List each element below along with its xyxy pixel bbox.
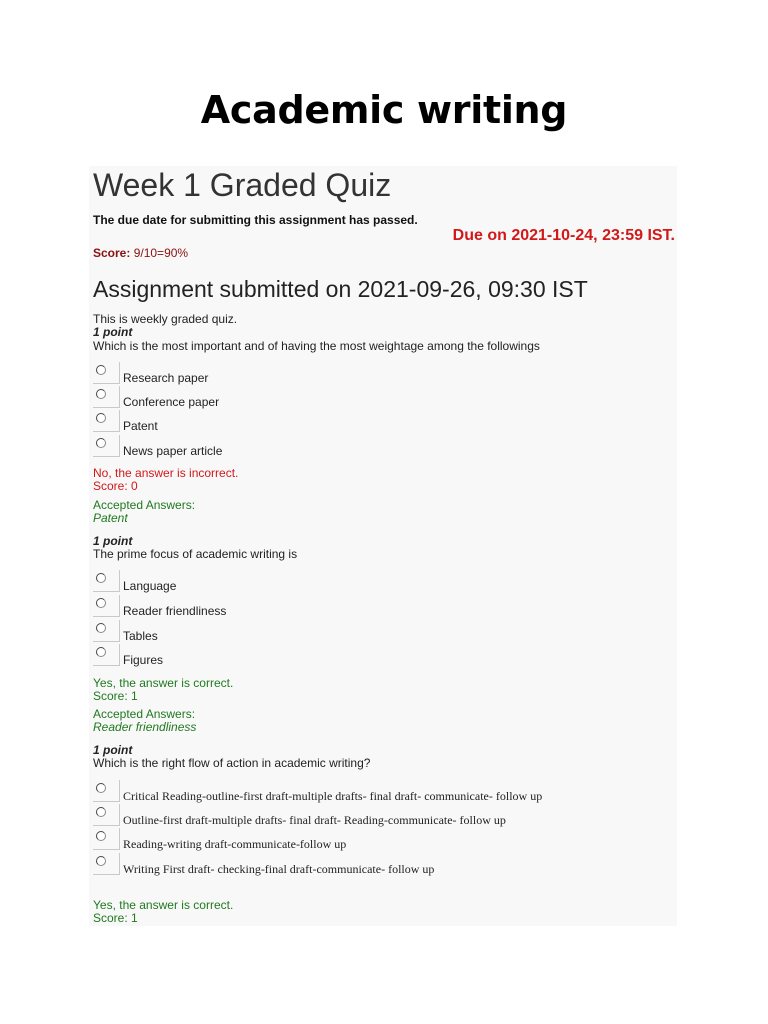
option-label: Figures	[123, 653, 164, 667]
radio-box	[93, 362, 120, 384]
question-3-option-2[interactable]	[93, 804, 653, 828]
radio-button[interactable]	[96, 856, 106, 866]
radio-box	[93, 644, 120, 666]
radio-box	[93, 595, 120, 617]
option-label: Reader friendliness	[123, 604, 227, 618]
submission-heading: Assignment submitted on 2021-09-26, 09:30 IST	[93, 276, 588, 302]
radio-button[interactable]	[96, 573, 106, 583]
radio-button[interactable]	[96, 413, 106, 423]
overall-score	[93, 246, 188, 260]
question-1-option-3[interactable]	[93, 410, 653, 434]
quiz-intro: This is weekly graded quiz.	[93, 312, 238, 326]
question-3-score: Score: 1	[93, 911, 138, 925]
radio-box	[93, 570, 120, 592]
question-3-option-1[interactable]	[93, 780, 653, 804]
question-2-text: The prime focus of academic writing is	[93, 547, 298, 561]
question-3-result: Yes, the answer is correct.	[93, 898, 234, 912]
option-label: Research paper	[123, 371, 209, 385]
question-2-points: 1 point	[93, 534, 133, 548]
question-2-option-3[interactable]	[93, 620, 653, 644]
accepted-answer-text: Patent	[93, 511, 128, 525]
question-3-option-3[interactable]	[93, 828, 653, 852]
radio-button[interactable]	[96, 831, 106, 841]
radio-button[interactable]	[96, 438, 106, 448]
radio-button[interactable]	[96, 389, 106, 399]
question-3-points: 1 point	[93, 743, 133, 757]
question-1-score: Score: 0	[93, 479, 138, 493]
option-label: Critical Reading-outline-first draft-multiple drafts- final draft- communicate- follow up	[123, 789, 543, 803]
option-label: Conference paper	[123, 395, 220, 409]
option-label: Tables	[123, 629, 158, 643]
radio-box	[93, 435, 120, 457]
question-1-text: Which is the most important and of having the most weightage among the followings	[93, 339, 540, 353]
radio-box	[93, 386, 120, 408]
question-1-accepted-answer	[93, 512, 128, 525]
radio-box	[93, 780, 120, 802]
score-value: 9/10=90%	[133, 246, 189, 260]
radio-button[interactable]	[96, 807, 106, 817]
question-2-option-4[interactable]	[93, 644, 653, 668]
question-1-accepted-label: Accepted Answers:	[93, 498, 196, 512]
score-label: Score:	[93, 246, 131, 260]
accepted-answer-text: Reader friendliness	[93, 720, 197, 734]
radio-box	[93, 804, 120, 826]
question-1-option-2[interactable]	[93, 386, 653, 410]
option-label: Outline-first draft-multiple drafts- final draft- Reading-communicate- follow up	[123, 813, 506, 827]
radio-button[interactable]	[96, 365, 106, 375]
radio-box	[93, 853, 120, 875]
document-title: Academic writing	[200, 88, 568, 132]
radio-box	[93, 410, 120, 432]
option-label: Writing First draft- checking-final draft-communicate- follow up	[123, 862, 435, 876]
radio-box	[93, 828, 120, 850]
question-2-option-2[interactable]	[93, 595, 653, 619]
radio-box	[93, 620, 120, 642]
question-1-option-1[interactable]	[93, 362, 653, 386]
quiz-title: Week 1 Graded Quiz	[93, 167, 392, 203]
radio-button[interactable]	[96, 623, 106, 633]
question-2-result: Yes, the answer is correct.	[93, 676, 234, 690]
question-2-score: Score: 1	[93, 689, 138, 703]
question-3-option-4[interactable]	[93, 853, 653, 877]
due-date: Due on 2021-10-24, 23:59 IST.	[452, 227, 675, 244]
option-label: Reading-writing draft-communicate-follow up	[123, 837, 347, 851]
question-1-points: 1 point	[93, 325, 133, 339]
radio-button[interactable]	[96, 647, 106, 657]
question-2-accepted-answer	[93, 721, 196, 734]
question-3-text: Which is the right flow of action in academic writing?	[93, 756, 371, 770]
option-label: News paper article	[123, 444, 223, 458]
question-1-result: No, the answer is incorrect.	[93, 466, 239, 480]
due-passed-notice: The due date for submitting this assignment has passed.	[93, 213, 418, 227]
option-label: Language	[123, 579, 177, 593]
question-1-option-4[interactable]	[93, 435, 653, 459]
question-2-accepted-label: Accepted Answers:	[93, 707, 196, 721]
question-2-option-1[interactable]	[93, 570, 653, 594]
option-label: Patent	[123, 419, 158, 433]
radio-button[interactable]	[96, 783, 106, 793]
radio-button[interactable]	[96, 598, 106, 608]
